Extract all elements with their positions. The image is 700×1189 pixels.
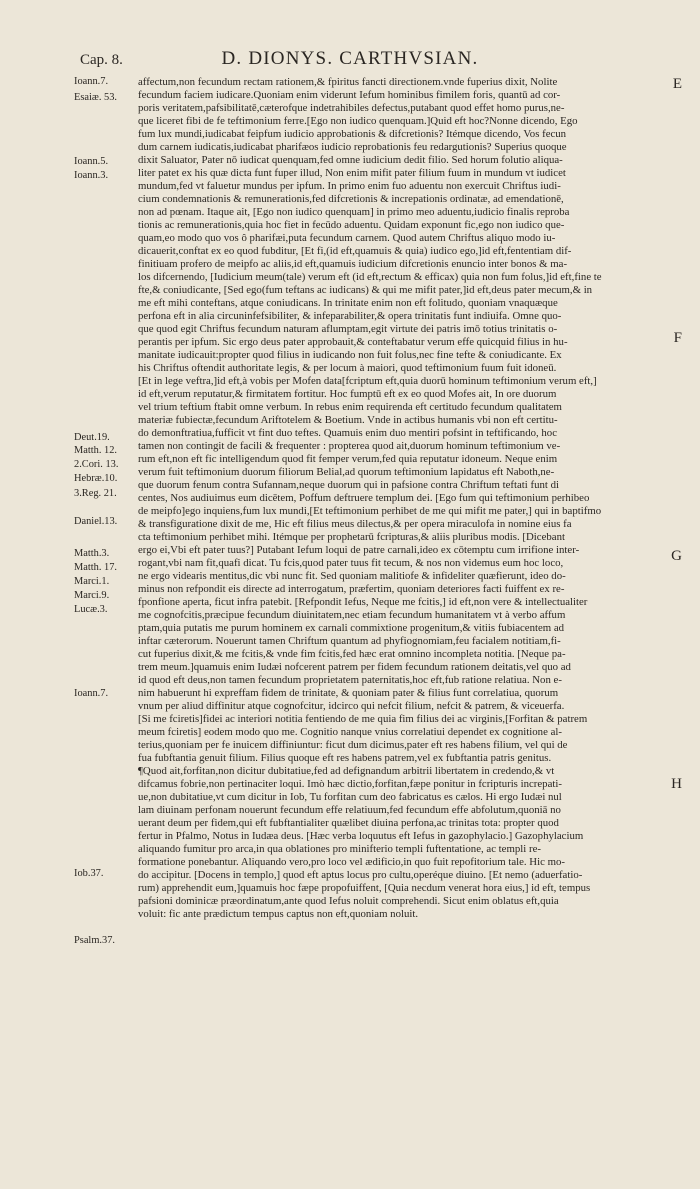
text-line: rogant,vbi nam fit,quafi dicat. Tu fcis,quod pater tuus fit tecum, & nos non videmus eum hoc loco, (138, 557, 564, 569)
text-line: fecundum faciem iudicare.Quoniam enim viderunt Iefum hominibus fimilem foris, quantū ad cor- (138, 89, 561, 101)
text-line: vnum per aliud diffinitur atque cognofcitur, idcirco qui nefcit filium, nefcit & patrem, & viceuerfa. (138, 700, 565, 712)
text-line: rum eft,non eft fic intelligendum quod fit femper verum,fed quia reputatur idoneum. Neque enim (138, 453, 558, 465)
text-line: meum fciretis] eodem modo quo me. Cognitio nanque vnius correlatiui dependet ex cognitione al- (138, 726, 562, 738)
margin-note: 3.Reg. 21. (74, 488, 117, 499)
text-line: verum fuit teftimonium duorum filiorum Belial,ad quorum teftimonium lapidatus eft Naboth,ne- (138, 466, 555, 478)
text-line: tionis ac remunerationis,quia hoc fiet in fecūdo aduentu. Quidam exponunt fic,ego non iudico que- (138, 219, 565, 231)
text-line (138, 921, 678, 934)
text-line: manitate iudicauit:propter quod filius in iudicando non fuit folus,nec fine tefte & coniudicante. Ex (138, 349, 562, 361)
text-line (138, 934, 678, 947)
text-line: fte,& coniudicante, [Sed ego(fum teftans ac iudicans) & qui me mifit pater,]id eft,deus pater mecum,& in (138, 284, 593, 296)
text-line: affectum,non fecundum rectam rationem,& fpiritus fancti directionem.vnde fuperius dixit, Nolite (138, 76, 558, 88)
margin-note: Marci.1. (74, 576, 110, 587)
margin-note: Matth.3. (74, 548, 110, 559)
text-line: de meipfo]ego inquiens,fum lux mundi,[Et teftimonium perhibet de me qui mifit me pater,] qui in baptifmo (138, 505, 602, 517)
text-line: formatione ponebantur. Aliquando vero,pro loco vel ædificio,in quo fuit repofitorium tale. Hic mo- (138, 856, 565, 868)
text-line: cta teftimonium perhibet mihi. Itémque per prophetarū fcripturas,& aliis pluribus modis. [Dicebant (138, 531, 565, 543)
text-line: fponfione aperta, ficut infra patebit. [Refpondit Iefus, Neque me fcitis,] id eft,non vere & intellectualiter (138, 596, 588, 608)
text-line: fum lux mundi,iudicabat feipfum iudicio approbationis & difcretionis? Itémque dicendo, Vos fecun (138, 128, 567, 140)
text-line: quam,eo modo quo vos ô pharifæi,puta fecundum carnem. Quod autem Chriftus aliquo modo iu- (138, 232, 556, 244)
margin-note: Matth. 12. (74, 445, 118, 456)
margin-note: Ioann.5. (74, 156, 109, 167)
text-line: do demonftratiua,fufficit vt fint duo teftes. Quamuis enim duo mentiri pofsint in teftificando, hoc (138, 427, 557, 439)
margin-notes (74, 76, 136, 1076)
margin-note: Iob.37. (74, 868, 104, 879)
text-line: fua fubftantia genuit filium. Filius quoque eft res habens patrem,vel ex fubftantia patris genitus. (138, 752, 552, 764)
text-line: nim habuerunt hi expreffam fidem de trinitate, & quoniam pater & filius funt correlatiua, quorum (138, 687, 559, 699)
text-line: vel trium teftium ftabit omne verbum. In rebus enim requirenda eft certitudo fecundum qualitatem (138, 401, 562, 413)
text-line: poris veritatem,pafsibilitatē,cæterofque indetrahibiles defectus,putabant quod effet homo purus,ne- (138, 102, 565, 114)
text-line: perantis per ipfum. Sic ergo deus pater approbauit,& conteftabatur verum effe quicquid filius in hu- (138, 336, 568, 348)
text-line: dicauerit,conftat ex eo quod fubditur, [Et fi,(id eft,quamuis & quia) iudico ego,]id eft,fententiam dif- (138, 245, 572, 257)
text-line: cut fuperius dixit,& me fcitis,& vnde fim fcitis,fed hæc erat omnino incompleta notitia. [Neque pa- (138, 648, 566, 660)
margin-note: Marci.9. (74, 590, 110, 601)
section-letter: E (672, 76, 682, 92)
chapter-label: Cap. 8. (80, 52, 123, 68)
margin-note: Ioann.3. (74, 170, 109, 181)
text-line: que liceret fibi de fe teftimonium ferre.[Ego non iudico quenquam.]Quid eft hoc?Nonne dicendo, Ego (138, 115, 578, 127)
text-line: id eft,verum reputatur,& firmitatem fortitur. Hoc fumptū eft ex eo quod Mofes ait, In ore duorum (138, 388, 557, 400)
text-line: que duorum fenum contra Sufannam,neque duorum qui in pafsione contra Chriftum teftati funt di (138, 479, 559, 491)
text-line: difcamus fobrie,non pertinaciter loqui. Imò hæc dictio,forfitan,fæpe ponitur in fcripturis increpati- (138, 778, 562, 790)
text-line: materiæ fubiectæ,fecundum Ariftotelem & Boetium. Vnde in actibus humanis vbi non eft certitu- (138, 414, 558, 426)
text-line: minus non refpondit eis directe ad interrogatum, præfertim, quoniam deteriores facti fuiffent ex re- (138, 583, 565, 595)
margin-note: Psalm.37. (74, 935, 115, 946)
text-line: finitiuam profero de meipfo ac aliis,id eft,quamuis iudicium difcretionis enuncio inter bonos & ma- (138, 258, 568, 270)
text-line: terius,quoniam per fe inuicem diffiniuntur: ficut dum dicimus,pater eft res habens filium, vel qui de (138, 739, 568, 751)
section-letter: H (671, 776, 682, 792)
text-line: ptam,quia putatis me purum hominem ex carnali commixtione progenitum,& vitiis fubiacentem ad (138, 622, 565, 634)
text-line: perfona eft in alia circuninfefsibiliter, & infeparabiliter,& opera trinitatis funt indiuifa. Omne quo- (138, 310, 562, 322)
text-line: [Et in lege veftra,]id eft,à vobis per Mofen data[fcriptum eft,quia duorū hominum teftimonium verum eft,] (138, 375, 597, 387)
margin-note: Esaiæ. 53. (74, 92, 118, 103)
margin-note: Ioann.7. (74, 76, 109, 87)
text-line: & transfiguratione dixit de me, Hic eft filius meus dilectus,& per opera miraculofa in nomine eius fa (138, 518, 572, 530)
body-text (138, 76, 678, 947)
text-line: dum carnem iudicatis,iudicabat pharifæos iudicio reprobationis feu redargutionis? Superius quoque (138, 141, 567, 153)
text-line: fertur in Pfalmo, Notus in Iudæa deus. [Hæc verba loquutus eft Iefus in gazophylacio.] Gazophylacium (138, 830, 584, 842)
text-line: ¶Quod ait,forfitan,non dicitur dubitatiue,fed ad defignandum arbitrii libertatem in credendo,& vt (138, 765, 555, 777)
text-line: do accipitur. [Docens in templo,] quod eft aptus locus pro cultu,operéque diuino. [Et nemo (aduerfatio- (138, 869, 583, 881)
margin-note: Deut.19. (74, 432, 110, 443)
text-line: ergo ei,Vbi eft pater tuus?] Putabant Iefum loqui de patre carnali,ideo ex cōtemptu cum irrifione inter- (138, 544, 580, 556)
text-line: lam diuinam perfonam nouerunt fecundum effe relatiuum,fed fecundum effe abfolutum,quoniā no (138, 804, 561, 816)
text-line: inftar cæterorum. Nouerunt tamen Chriftum quantum ad phyfiognomiam,feu facialem notitiam,fi- (138, 635, 561, 647)
text-line: me cognofcitis,præcipue fecundum diuinitatem,nec etiam fecundum humanitatem vt à verbo affum (138, 609, 566, 621)
running-title: D. DIONYS. CARTHVSIAN. (221, 48, 479, 69)
text-line: voluit: fic ante prædictum tempus captus non eft,quoniam noluit. (138, 908, 419, 920)
margin-note: Daniel.13. (74, 516, 118, 527)
text-line: que quod egit Chriftus fecundum naturam aflumptam,egit virtute dei patris imō totius trinitatis o- (138, 323, 558, 335)
margin-note: Lucæ.3. (74, 604, 108, 615)
text-line: id quod eft deus,non tamen fecundum proprietatem paternitatis,hoc eft,fub ratione relatiua. Non e- (138, 674, 562, 686)
text-line: trem meum.]quamuis enim Iudæi nofcerent patrem per fidem fecundum rationem deitatis,vel quo ad (138, 661, 571, 673)
text-line: mundum,fed vt faluetur mundus per ipfum. In primo enim fuo aduentu non exercuit Chriftus iudi- (138, 180, 561, 192)
text-line: rum) apprehendit eum,]quamuis hoc fæpe propofuiffent, [Quia necdum venerat hora eius,] id eft, tempus (138, 882, 591, 894)
margin-note: Ioann.7. (74, 688, 109, 699)
text-line: centes, Nos audiuimus eum dicētem, Poffum deftruere templum dei. [Ego fum qui teftimonium perhibeo (138, 492, 590, 504)
margin-note: 2.Cori. 13. (74, 459, 119, 470)
text-line: liter patet ex his quæ dicta funt fuper illud, Non enim mifit pater filium fuum in mundum vt iudicet (138, 167, 566, 179)
text-line: non ad pœnam. Itaque ait, [Ego non iudico quenquam] in primo meo aduentu,iudicio finalis reproba (138, 206, 570, 218)
text-line: aliquando fumitur pro arca,in qua oblationes pro minifterio templi fuftentatione, ac templi re- (138, 843, 541, 855)
text-line: [Si me fciretis]fidei ac interiori notitia fentiendo de me quia fim filius dei ac virginis,[Forfitan & patrem (138, 713, 588, 725)
text-line: ne ergo videaris mentitus,dic vbi nunc fit. Sed quoniam malitiofe & infideliter quæfierunt, ideo do- (138, 570, 566, 582)
text-line: me eft mihi conteftans, atque coniudicans. In trinitate enim non eft folitudo, quoniam vnaquæque (138, 297, 558, 309)
section-letter: F (673, 330, 682, 346)
text-line: cium condemnationis & remunerationis,fed difcretionis & increpationis ordinatæ, ad emendationē, (138, 193, 564, 205)
text-line: dixit Saluator, Pater nō iudicat quenquam,fed omne iudicium dedit filio. Sed horum folutio aliqua- (138, 154, 563, 166)
text-line: pafsioni dominicæ præordinatum,ante quod Iefus noluit comprehendi. Sicut enim oblatus eft,quia (138, 895, 559, 907)
text-line: ue,non dubitatiue,vt cum dicitur in Iob, Tu forfitan cum deo fabricatus es cælos. Hi ergo Iudæi nul (138, 791, 562, 803)
text-line: uerant deum per fidem,qui eft fubftantialiter quælibet diuina perfona,ac trinitas tota: propter quod (138, 817, 559, 829)
text-line: los difcernendo, [Iudicium meum(tale) verum eft (id eft,rectum & efficax) quia non fum folus,]id eft,fine te (138, 271, 602, 283)
margin-note: Matth. 17. (74, 562, 118, 573)
text-line: his Chriftus oftendit authoritate legis, & per locum à maiori, quod teftimonium fuum fuit idoneū. (138, 362, 557, 374)
section-letter: G (671, 548, 682, 564)
margin-note: Hebræ.10. (74, 473, 118, 484)
text-line: tamen non contingit de facili & frequenter : propterea quod ait,duorum hominum teftimonium ve- (138, 440, 561, 452)
